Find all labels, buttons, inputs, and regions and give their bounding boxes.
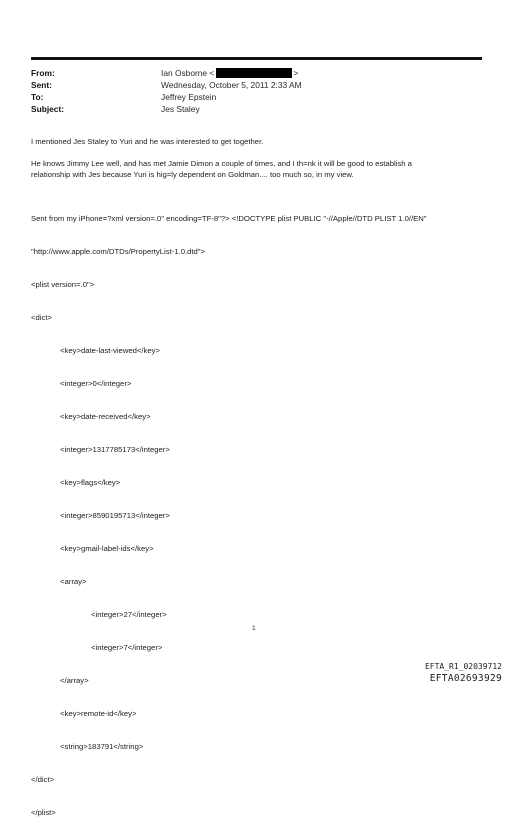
from-label: From: <box>31 68 55 78</box>
code-line: <integer>27</integer> <box>91 610 167 619</box>
from-value-end: > <box>293 68 299 78</box>
email-body <box>31 136 491 840</box>
bates-stamp-2: EFTA02693929 <box>429 673 502 684</box>
code-line: <integer>8590195713</integer> <box>60 511 170 520</box>
code-line: </dict> <box>31 775 55 784</box>
code-line: <dict> <box>31 313 52 322</box>
subject-value: Jes Staley <box>161 104 200 114</box>
body-paragraph-2 <box>31 158 491 180</box>
sent-label: Sent: <box>31 80 52 90</box>
to-value: Jeffrey Epstein <box>161 92 217 102</box>
code-line: <integer>1317785173</integer> <box>60 445 170 454</box>
header-rule <box>31 57 482 60</box>
sent-from-line-1: Sent from my iPhone=?xml version=.0" encoding=TF-8"?> <!DOCTYPE plist PUBLIC "-//Apple//DTD PLIST 1.0//EN" <box>31 214 427 223</box>
body-paragraph-1: I mentioned Jes Staley to Yuri and he was interested to get together. <box>31 137 264 146</box>
code-line: <plist version=.0"> <box>31 280 95 289</box>
code-line: <key>date-received</key> <box>60 412 151 421</box>
from-row <box>31 67 482 79</box>
subject-label: Subject: <box>31 104 65 114</box>
code-line: <key>gmail-label-ids</key> <box>60 544 154 553</box>
redaction-box <box>216 68 292 78</box>
from-value <box>161 67 298 79</box>
code-line: <key>date-last-viewed</key> <box>60 346 160 355</box>
sent-row <box>31 79 482 91</box>
bates-stamp-1: EFTA_R1_02039712 <box>424 662 502 671</box>
code-line: <key>flags</key> <box>60 478 121 487</box>
code-line: <key>remote-id</key> <box>60 709 137 718</box>
email-header <box>31 67 482 115</box>
body-paragraph-2-line-2: relationship with Jes because Yuri is hig=ly dependent on Goldman.... too much so, in my view. <box>31 170 354 179</box>
plist-block <box>31 191 491 840</box>
to-row <box>31 91 482 103</box>
sent-value: Wednesday, October 5, 2011 2:33 AM <box>161 80 302 90</box>
body-paragraph-2-line-1: He knows Jimmy Lee well, and has met Jamie Dimon a couple of times, and I th=nk it will be good to establish a <box>31 159 412 168</box>
code-line: <integer>7</integer> <box>91 643 163 652</box>
code-line: <array> <box>60 577 87 586</box>
sent-from-line-2: "http://www.apple.com/DTDs/PropertyList-1.0.dtd"> <box>31 247 206 256</box>
code-line: <integer>0</integer> <box>60 379 132 388</box>
code-line: </array> <box>60 676 89 685</box>
page-number: 1 <box>252 625 256 632</box>
code-line: <string>183791</string> <box>60 742 144 751</box>
to-label: To: <box>31 92 44 102</box>
code-line: </plist> <box>31 808 56 817</box>
from-name: Ian Osborne < <box>161 68 215 78</box>
subject-row <box>31 103 482 115</box>
